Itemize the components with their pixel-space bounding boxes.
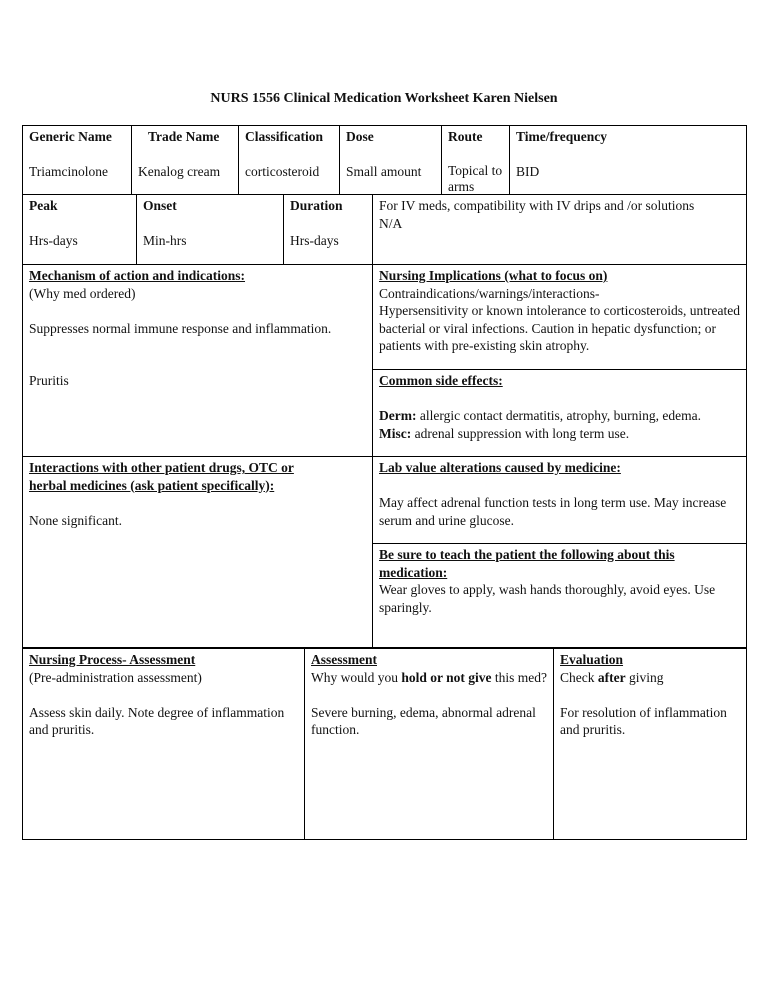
assessment-section	[306, 650, 553, 740]
peak-value: Hrs-days	[29, 233, 78, 248]
evaluation-text: For resolution of inflammation and pruritis.	[560, 704, 727, 737]
implications-text: Hypersensitivity or known intolerance to corticosteroids, untreated bacterial or viral infections. Caution in hepatic dysfunction; or patients with pre-existing skin atrophy.	[379, 303, 741, 353]
onset-value: Min-hrs	[143, 233, 187, 248]
misc-text: adrenal suppression with long term use.	[411, 425, 630, 441]
dose-value: Small amount	[346, 164, 422, 179]
col-divider	[441, 125, 442, 194]
duration-cell	[285, 196, 372, 251]
peak-label: Peak	[29, 198, 58, 213]
mechanism-subheading: (Why med ordered)	[29, 285, 136, 301]
assessment-text: Severe burning, edema, abnormal adrenal function.	[311, 704, 536, 737]
duration-value: Hrs-days	[290, 233, 339, 248]
row-divider	[372, 543, 747, 544]
frequency-cell	[511, 127, 745, 182]
iv-compatibility-value: N/A	[379, 215, 403, 231]
onset-label: Onset	[143, 198, 177, 213]
derm-label: Derm:	[379, 408, 417, 423]
row-divider	[22, 456, 747, 457]
row-divider	[22, 264, 747, 265]
frequency-value: BID	[516, 164, 540, 179]
implications-section	[374, 266, 747, 356]
teach-heading: Be sure to teach the patient the following about this medication:	[379, 547, 675, 580]
trade-name-label: Trade Name	[148, 129, 220, 144]
route-label: Route	[448, 129, 483, 144]
col-divider	[372, 194, 373, 648]
row-divider	[372, 369, 747, 370]
classification-value: corticosteroid	[245, 164, 320, 179]
classification-cell	[240, 127, 339, 182]
after-emphasis: after	[597, 669, 626, 685]
generic-name-value: Triamcinolone	[29, 164, 108, 179]
generic-name-label: Generic Name	[29, 129, 112, 144]
implications-heading: Nursing Implications (what to focus on)	[379, 268, 608, 283]
assessment-heading: Assessment	[311, 652, 377, 667]
side-effect-derm	[379, 407, 742, 425]
mechanism-text: Suppresses normal immune response and inflammation.	[29, 320, 332, 336]
route-cell	[443, 127, 509, 196]
col-divider	[509, 125, 510, 194]
lab-heading: Lab value alterations caused by medicine:	[379, 460, 621, 475]
implications-subheading: Contraindications/warnings/interactions-	[379, 285, 600, 301]
iv-compatibility-cell	[374, 196, 747, 233]
mechanism-section	[24, 266, 372, 391]
process-text: Assess skin daily. Note degree of inflammation and pruritis.	[29, 704, 285, 737]
col-divider	[304, 648, 305, 840]
page-title: NURS 1556 Clinical Medication Worksheet Karen Nielsen	[210, 91, 558, 106]
duration-label: Duration	[290, 198, 343, 213]
col-divider	[238, 125, 239, 194]
teach-section	[374, 545, 719, 617]
row-divider	[22, 194, 747, 195]
teach-text: Wear gloves to apply, wash hands thoroughly, avoid eyes. Use sparingly.	[379, 582, 716, 615]
derm-text: allergic contact dermatitis, atrophy, burning, edema.	[416, 408, 702, 423]
assessment-question: Why would you hold or not give this med?	[311, 669, 548, 685]
lab-section	[374, 458, 747, 530]
mechanism-indication: Pruritis	[29, 373, 69, 388]
route-value: Topical to arms	[448, 163, 503, 194]
side-effects-heading: Common side effects:	[379, 373, 503, 388]
interactions-section	[24, 458, 334, 530]
hold-emphasis: hold or not give	[401, 669, 492, 685]
trade-name-cell	[133, 127, 238, 182]
col-divider	[283, 194, 284, 264]
trade-name-value: Kenalog cream	[138, 164, 221, 179]
frequency-label: Time/frequency	[516, 129, 607, 144]
mechanism-heading: Mechanism of action and indications:	[29, 268, 246, 283]
col-divider	[553, 648, 554, 840]
evaluation-heading: Evaluation	[560, 652, 624, 667]
interactions-heading: Interactions with other patient drugs, OTC or herbal medicines (ask patient specifically):	[29, 460, 294, 493]
dose-label: Dose	[346, 129, 374, 144]
evaluation-section	[555, 650, 747, 740]
dose-cell	[341, 127, 441, 182]
process-heading: Nursing Process- Assessment	[29, 652, 196, 667]
process-assessment-section	[24, 650, 304, 740]
onset-cell	[138, 196, 283, 251]
col-divider	[136, 194, 137, 264]
evaluation-check: Check after giving	[560, 669, 664, 685]
misc-label: Misc:	[379, 425, 412, 441]
side-effect-misc	[379, 425, 742, 443]
lab-text: May affect adrenal function tests in long term use. May increase serum and urine glucose.	[379, 495, 727, 528]
interactions-text: None significant.	[29, 512, 122, 528]
side-effects-section	[374, 371, 747, 443]
col-divider	[339, 125, 340, 194]
col-divider	[131, 125, 132, 194]
generic-name-cell	[24, 127, 131, 182]
process-subheading: (Pre-administration assessment)	[29, 669, 202, 685]
peak-cell	[24, 196, 136, 251]
iv-compatibility-text: For IV meds, compatibility with IV drips and /or solutions	[379, 198, 695, 213]
classification-label: Classification	[245, 129, 324, 144]
